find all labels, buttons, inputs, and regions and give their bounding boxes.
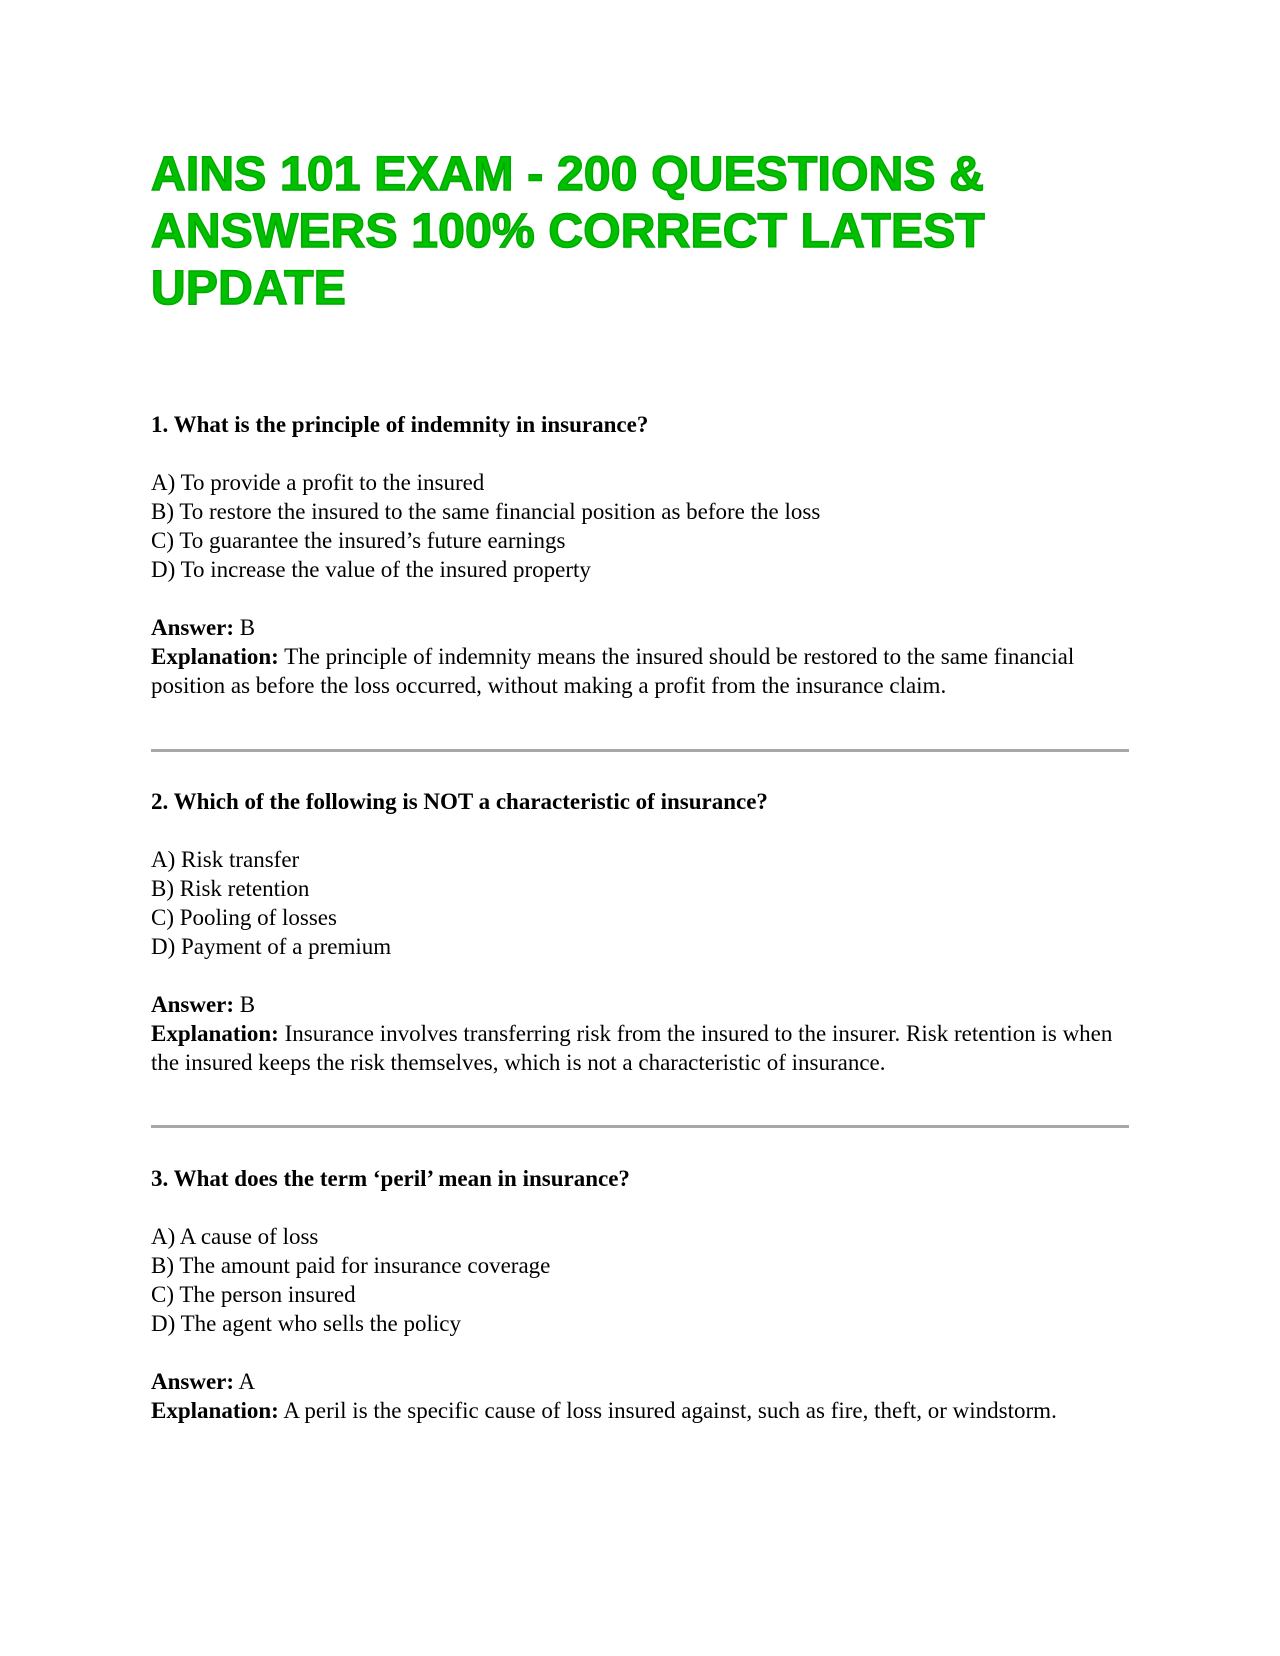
answer-line [151,1367,1131,1396]
explanation-text: The principle of indemnity means the insured should be restored to the same financial position as before the loss occurred, without making a profit from the insurance claim. [151,644,1075,698]
option-item: C) To guarantee the insured’s future earnings [151,528,566,553]
option-item: D) Payment of a premium [151,934,392,959]
option-item: C) Pooling of losses [151,905,337,930]
options-list [151,845,1131,961]
options-list [151,468,1131,584]
answer-label: Answer: [151,992,235,1017]
answer-line [151,613,1131,642]
section-divider [151,1125,1129,1128]
options-list [151,1222,1131,1338]
question-text: 3. What does the term ‘peril’ mean in insurance? [151,1166,630,1191]
answer-line [151,990,1131,1019]
answer-area [151,990,1131,1077]
question-text: 1. What is the principle of indemnity in insurance? [151,412,649,437]
explanation-text: Insurance involves transferring risk from the insured to the insurer. Risk retention is when the insured keeps the risk themselves, which is not a characteristic of insurance. [151,1021,1113,1075]
question-block [151,787,1131,1077]
option-item: C) The person insured [151,1282,356,1307]
explanation-label: Explanation: [151,644,279,669]
option-item: D) The agent who sells the policy [151,1311,462,1336]
explanation-line [151,1396,1131,1425]
question-block [151,410,1131,700]
option-item: B) To restore the insured to the same financial position as before the loss [151,499,821,524]
document-title: AINS 101 EXAM - 200 QUESTIONS & ANSWERS 100% CORRECT LATEST UPDATE [151,148,985,315]
explanation-line [151,642,1131,700]
explanation-line [151,1019,1131,1077]
answer-value: B [239,992,256,1017]
option-item: D) To increase the value of the insured property [151,557,591,582]
explanation-label: Explanation: [151,1398,279,1423]
explanation-label: Explanation: [151,1021,279,1046]
answer-label: Answer: [151,615,235,640]
option-item: B) Risk retention [151,876,310,901]
answer-label: Answer: [151,1369,235,1394]
option-item: B) The amount paid for insurance coverage [151,1253,551,1278]
answer-value: A [238,1369,256,1394]
section-divider [151,749,1129,752]
explanation-text: A peril is the specific cause of loss insured against, such as fire, theft, or windstorm. [283,1398,1057,1423]
answer-area [151,1367,1131,1425]
option-item: A) A cause of loss [151,1224,319,1249]
question-text: 2. Which of the following is NOT a characteristic of insurance? [151,789,768,814]
option-item: A) Risk transfer [151,847,300,872]
answer-area [151,613,1131,700]
option-item: A) To provide a profit to the insured [151,470,485,495]
question-block [151,1164,1131,1425]
answer-value: B [239,615,256,640]
